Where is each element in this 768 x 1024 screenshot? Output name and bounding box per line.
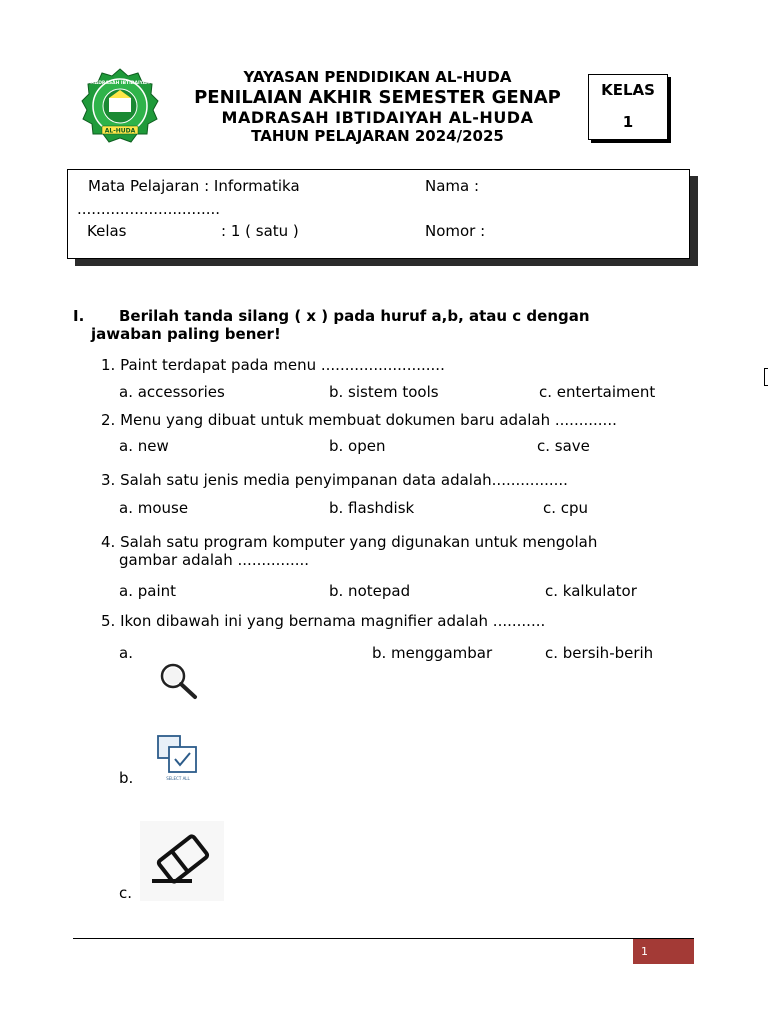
header-line-2: PENILAIAN AKHIR SEMESTER GENAP xyxy=(194,87,561,108)
q5-option-a: a. xyxy=(119,644,133,662)
q1-option-a: a. accessories xyxy=(119,383,225,401)
class-label: Kelas xyxy=(87,222,127,240)
q2-option-b: b. open xyxy=(329,437,386,455)
name-field: Nama : xyxy=(425,177,480,195)
section-number: I. xyxy=(73,307,85,325)
q2-option-a: a. new xyxy=(119,437,169,455)
kelas-box-label: KELAS xyxy=(601,81,655,99)
question-3: 3. Salah satu jenis media penyimpanan data adalah................ xyxy=(101,471,568,489)
page-number: 1 xyxy=(641,945,648,958)
q3-option-c: c. cpu xyxy=(543,499,589,517)
margin-bracket xyxy=(764,368,768,386)
header-line-1: YAYASAN PENDIDIKAN AL-HUDA xyxy=(243,68,512,86)
select-all-caption: SELECT ALL xyxy=(166,776,190,781)
question-1: 1. Paint terdapat pada menu .......................... xyxy=(101,356,445,374)
instruction-line-1: Berilah tanda silang ( x ) pada huruf a,b, atau c dengan xyxy=(119,307,590,325)
q5-option-b-label: b. xyxy=(119,769,134,787)
page-number-badge xyxy=(633,939,694,964)
question-4: 4. Salah satu program komputer yang digunakan untuk mengolah xyxy=(101,533,598,551)
select-all-icon xyxy=(155,732,201,784)
eraser-icon xyxy=(140,821,224,901)
q3-option-a: a. mouse xyxy=(119,499,189,517)
q4-option-c: c. kalkulator xyxy=(545,582,637,600)
q5-option-b-text: b. menggambar xyxy=(372,644,493,662)
q4-option-a: a. paint xyxy=(119,582,176,600)
kelas-box-value: 1 xyxy=(622,113,634,131)
question-4-line-2: gambar adalah ............... xyxy=(119,551,310,569)
q2-option-c: c. save xyxy=(537,437,590,455)
q1-option-b: b. sistem tools xyxy=(329,383,439,401)
q4-option-b: b. notepad xyxy=(329,582,411,600)
magnifier-icon xyxy=(155,660,201,702)
footer-divider xyxy=(73,938,694,939)
q5-option-c-label: c. xyxy=(119,884,133,902)
q5-option-c-text: c. bersih-berih xyxy=(545,644,654,662)
q3-option-b: b. flashdisk xyxy=(329,499,415,517)
logo-text-top: MADRASAH IBTIDAIYAH xyxy=(90,81,150,86)
number-field: Nomor : xyxy=(425,222,486,240)
kelas-box xyxy=(588,74,668,140)
school-logo xyxy=(80,68,160,144)
header-line-4: TAHUN PELAJARAN 2024/2025 xyxy=(251,127,504,145)
instruction-line-2: jawaban paling bener! xyxy=(91,325,281,343)
header-line-3: MADRASAH IBTIDAIYAH AL-HUDA xyxy=(221,108,534,127)
name-dots: .............................. xyxy=(77,200,221,218)
class-value: : 1 ( satu ) xyxy=(221,222,299,240)
q1-option-c: c. entertaiment xyxy=(539,383,656,401)
logo-text-bottom: AL-HUDA xyxy=(104,127,136,135)
question-5: 5. Ikon dibawah ini yang bernama magnifier adalah ........... xyxy=(101,612,546,630)
question-2: 2. Menu yang dibuat untuk membuat dokumen baru adalah ............. xyxy=(101,411,617,429)
subject-label: Mata Pelajaran : Informatika xyxy=(88,177,300,195)
